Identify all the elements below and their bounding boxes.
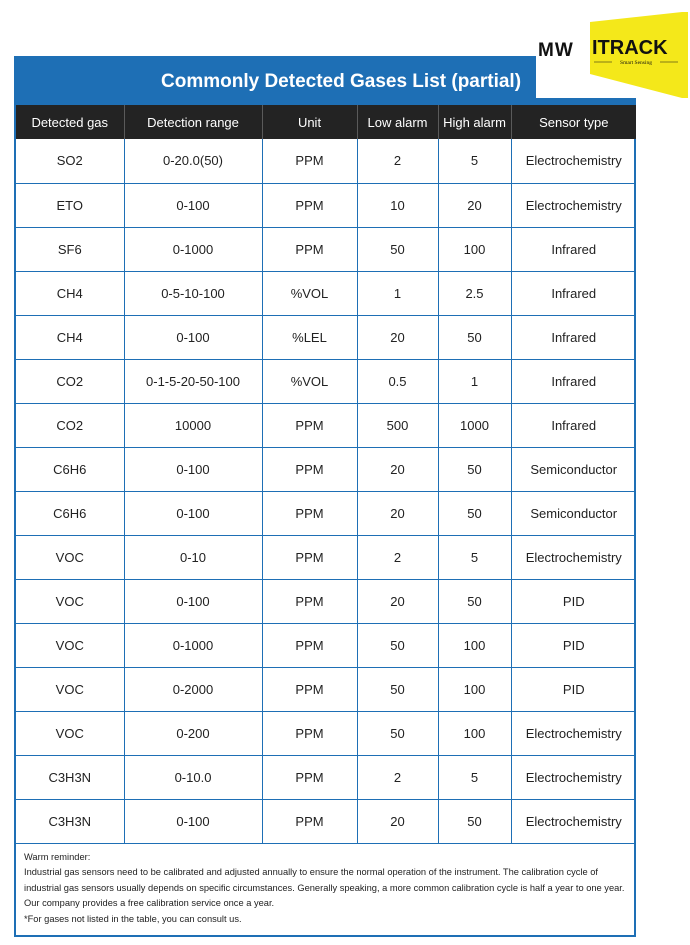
cell-high-alarm: 100 [438, 623, 511, 667]
cell-sensor-type: Infrared [511, 227, 636, 271]
cell-range: 0-10 [124, 535, 262, 579]
cell-range: 0-1000 [124, 227, 262, 271]
logo-mw-text: MW [538, 40, 574, 61]
cell-unit: PPM [262, 491, 357, 535]
cell-unit: PPM [262, 623, 357, 667]
reminder-body: Industrial gas sensors need to be calibrated and adjusted annually to ensure the normal operation of the instrument. The calibration cycle of industrial gas sensors usually depends on specific circumstances. Generally speaking, a more common calibration cycle is half a year to one year. Our company provides a free calibration service once a year. [24, 867, 625, 908]
table-row [16, 491, 636, 535]
brand-logo [536, 12, 690, 98]
cell-sensor-type: Infrared [511, 359, 636, 403]
cell-gas: C3H3N [16, 755, 124, 799]
cell-low-alarm: 10 [357, 183, 438, 227]
cell-low-alarm: 2 [357, 139, 438, 183]
cell-gas: VOC [16, 535, 124, 579]
cell-low-alarm: 2 [357, 535, 438, 579]
cell-low-alarm: 2 [357, 755, 438, 799]
page-title: Commonly Detected Gases List (partial) [161, 70, 522, 92]
cell-gas: VOC [16, 579, 124, 623]
table-row [16, 799, 636, 843]
cell-sensor-type: Electrochemistry [511, 799, 636, 843]
cell-high-alarm: 1000 [438, 403, 511, 447]
cell-unit: PPM [262, 711, 357, 755]
table-row [16, 535, 636, 579]
cell-low-alarm: 50 [357, 623, 438, 667]
cell-gas: VOC [16, 711, 124, 755]
cell-sensor-type: Electrochemistry [511, 183, 636, 227]
cell-gas: C3H3N [16, 799, 124, 843]
col-detected-gas: Detected gas [16, 105, 124, 139]
itrack-logo-icon [584, 12, 690, 98]
table-row [16, 667, 636, 711]
cell-unit: PPM [262, 799, 357, 843]
table-row [16, 755, 636, 799]
cell-sensor-type: Electrochemistry [511, 711, 636, 755]
cell-sensor-type: Semiconductor [511, 447, 636, 491]
table-row [16, 711, 636, 755]
gas-table [16, 105, 636, 844]
cell-unit: %VOL [262, 359, 357, 403]
col-sensor-type: Sensor type [539, 114, 609, 130]
table-row [16, 403, 636, 447]
logo-tagline: Smart Sensing [620, 60, 652, 66]
cell-sensor-type: PID [511, 579, 636, 623]
cell-low-alarm: 50 [357, 667, 438, 711]
cell-sensor-type: Infrared [511, 271, 636, 315]
cell-unit: %LEL [262, 315, 357, 359]
table-row [16, 315, 636, 359]
cell-low-alarm: 0.5 [357, 359, 438, 403]
cell-high-alarm: 50 [438, 315, 511, 359]
table-row [16, 183, 636, 227]
col-unit: Unit [262, 105, 357, 139]
cell-sensor-type: Infrared [511, 315, 636, 359]
cell-range: 0-20.0(50) [124, 139, 262, 183]
col-low-alarm: Low alarm [357, 105, 438, 139]
cell-unit: PPM [262, 535, 357, 579]
cell-gas: VOC [16, 667, 124, 711]
cell-sensor-type: PID [511, 623, 636, 667]
table-header-row [16, 105, 636, 139]
cell-unit: PPM [262, 755, 357, 799]
cell-range: 0-100 [124, 799, 262, 843]
cell-gas: C6H6 [16, 447, 124, 491]
table-row [16, 359, 636, 403]
cell-unit: PPM [262, 403, 357, 447]
cell-range: 0-5-10-100 [124, 271, 262, 315]
table-row [16, 139, 636, 183]
cell-sensor-type: Semiconductor [511, 491, 636, 535]
cell-gas: SF6 [16, 227, 124, 271]
cell-range: 0-100 [124, 183, 262, 227]
cell-low-alarm: 20 [357, 447, 438, 491]
warm-reminder [16, 844, 634, 936]
col-high-alarm: High alarm [438, 105, 511, 139]
cell-unit: PPM [262, 183, 357, 227]
cell-unit: PPM [262, 447, 357, 491]
cell-sensor-type: Infrared [511, 403, 636, 447]
cell-gas: C6H6 [16, 491, 124, 535]
cell-low-alarm: 1 [357, 271, 438, 315]
cell-high-alarm: 100 [438, 711, 511, 755]
cell-sensor-type: Electrochemistry [511, 755, 636, 799]
cell-low-alarm: 20 [357, 491, 438, 535]
cell-range: 0-10.0 [124, 755, 262, 799]
gas-list-sheet [14, 56, 636, 937]
cell-high-alarm: 20 [438, 183, 511, 227]
table-row [16, 623, 636, 667]
table-row [16, 227, 636, 271]
cell-low-alarm: 20 [357, 799, 438, 843]
cell-gas: CH4 [16, 271, 124, 315]
cell-sensor-type: PID [511, 667, 636, 711]
cell-range: 0-200 [124, 711, 262, 755]
cell-high-alarm: 100 [438, 667, 511, 711]
cell-sensor-type: Electrochemistry [511, 535, 636, 579]
cell-range: 10000 [124, 403, 262, 447]
cell-unit: PPM [262, 667, 357, 711]
cell-low-alarm: 20 [357, 579, 438, 623]
cell-high-alarm: 2.5 [438, 271, 511, 315]
cell-high-alarm: 5 [438, 535, 511, 579]
cell-range: 0-100 [124, 491, 262, 535]
cell-range: 0-1000 [124, 623, 262, 667]
cell-sensor-type: Electrochemistry [511, 139, 636, 183]
reminder-note: *For gases not listed in the table, you can consult us. [24, 913, 242, 924]
cell-gas: CH4 [16, 315, 124, 359]
table-body [16, 139, 636, 843]
cell-unit: PPM [262, 579, 357, 623]
cell-unit: %VOL [262, 271, 357, 315]
cell-high-alarm: 50 [438, 491, 511, 535]
cell-low-alarm: 500 [357, 403, 438, 447]
cell-low-alarm: 50 [357, 227, 438, 271]
logo-brand-text: ITRACK [592, 37, 668, 59]
cell-range: 0-2000 [124, 667, 262, 711]
cell-range: 0-100 [124, 315, 262, 359]
cell-low-alarm: 50 [357, 711, 438, 755]
col-detection-range: Detection range [124, 105, 262, 139]
cell-high-alarm: 100 [438, 227, 511, 271]
cell-gas: ETO [16, 183, 124, 227]
cell-gas: CO2 [16, 403, 124, 447]
cell-range: 0-100 [124, 447, 262, 491]
cell-high-alarm: 50 [438, 447, 511, 491]
cell-gas: CO2 [16, 359, 124, 403]
cell-high-alarm: 5 [438, 755, 511, 799]
cell-range: 0-1-5-20-50-100 [124, 359, 262, 403]
cell-unit: PPM [262, 139, 357, 183]
table-row [16, 271, 636, 315]
cell-high-alarm: 50 [438, 579, 511, 623]
cell-unit: PPM [262, 227, 357, 271]
cell-gas: SO2 [16, 139, 124, 183]
cell-low-alarm: 20 [357, 315, 438, 359]
cell-gas: VOC [16, 623, 124, 667]
cell-high-alarm: 1 [438, 359, 511, 403]
table-row [16, 447, 636, 491]
cell-high-alarm: 50 [438, 799, 511, 843]
cell-high-alarm: 5 [438, 139, 511, 183]
reminder-heading: Warm reminder: [24, 851, 91, 862]
table-row [16, 579, 636, 623]
cell-range: 0-100 [124, 579, 262, 623]
